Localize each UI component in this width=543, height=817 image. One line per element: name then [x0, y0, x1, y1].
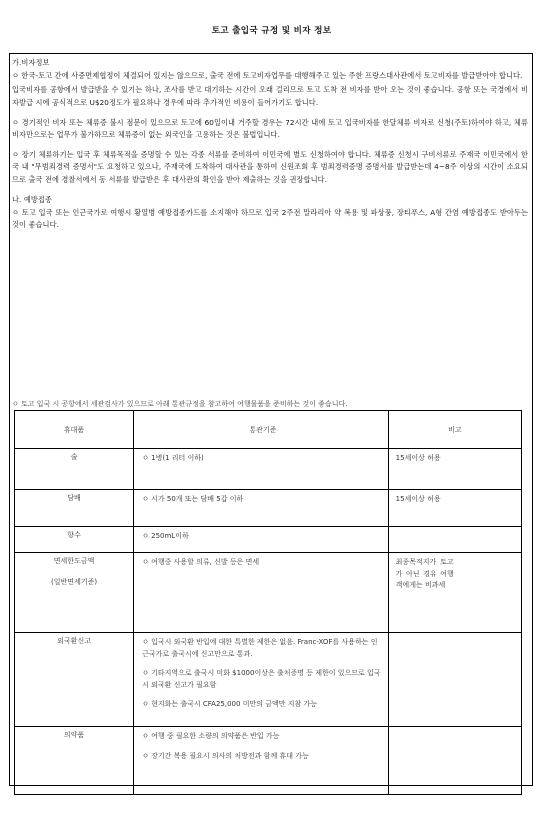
- remark-cell: [388, 553, 521, 633]
- document-frame: [9, 53, 533, 786]
- column-header-remark: 비고: [388, 411, 521, 449]
- item-cell: 술: [15, 449, 134, 490]
- vaccine-paragraph: ㅇ 토고 입국 또는 인근국가로 여행시 황열병 예방접종카드를 소지해야 하므로 입국 2주전 말라리아 약 복용 및 파상풍, 장티푸스, A형 간염 예방접종도 받아두는 것이 좋습니다.: [12, 208, 528, 230]
- table-row: [15, 633, 522, 727]
- visa-paragraph: 입국비자를 공항에서 발급받을 수 있기는 하나, 조사를 받고 대기하는 시간이 오래 걸리므로 토고 도착 전 비자를 받아 오는 것이 좋습니다. 공항 또는 국경에서 비자발급 시에 공식적으로 U$20정도가 필요하나 경우에 따라 추가적인 비용이 들어가기도 합니다.: [12, 85, 528, 107]
- rule-text: ㅇ 250mL이하: [142, 532, 189, 540]
- rule-text: ㅇ 여행 중 필요한 소량의 의약품은 반입 가능: [142, 732, 280, 740]
- rule-text: ㅇ 기타지역으로 출국시 미화 $1000이상은 출처증명 등 제한이 있으므로 입국시 외국환 신고가 필요함: [142, 669, 381, 689]
- remark-text: 15세이상 허용: [395, 454, 441, 462]
- item-cell: 의약품: [15, 727, 134, 795]
- remark-cell: [388, 490, 521, 527]
- item-cell: [15, 553, 134, 633]
- column-header-rules: 통관기준: [134, 411, 389, 449]
- rules-cell: [134, 633, 389, 727]
- remark-text: 최종목적지가 토고가 아닌 경유 여행객에게는 비과세: [395, 558, 454, 589]
- table-header-row: [15, 411, 522, 449]
- visa-paragraph: ㅇ 장기 체류하기는 입국 후 체류목적을 증명할 수 있는 각종 서류를 준비하여 이민국에 별도 신청하여야 합니다. 체류증 신청시 구비서류로 주재국 이민국에서 한국 내 "무범죄경력 증명서"도 요청하고 있으나, 주재국에 도착하여 대사관을 통하여 신원조회 후 범죄경력증명 증명서를 발급받는데 4~8주 이상의 시간이 소요되므로 출국 전에 경찰서에서 동 서류를 발급받은 후 대사관의 확인을 받아 제출하는 것을 권장합니다.: [12, 150, 528, 184]
- table-row: [15, 449, 522, 490]
- rule-text: ㅇ 입국시 외국환 반입에 대한 특별한 제한은 없음. Franc-XOF를 사용하는 인근국가로 출국시에 신고만으로 통과.: [142, 638, 378, 658]
- table-row: [15, 727, 522, 795]
- page-title: 토고 출입국 규정 및 비자 정보: [211, 26, 332, 36]
- rules-cell: [134, 449, 389, 490]
- column-header-item: 휴대품: [15, 411, 134, 449]
- rule-text: ㅇ 현지화는 출국시 CFA25,000 미만의 금액만 지참 가능: [142, 700, 317, 708]
- rule-text: ㅇ 1병(1 리터 이하): [142, 454, 204, 462]
- customs-table: [14, 410, 522, 795]
- rules-cell: [134, 527, 389, 553]
- vaccine-heading: 나. 예방접종: [12, 194, 52, 204]
- visa-paragraph: ㅇ 경기적인 비자 또는 체류증 불시 점문이 있으므로 토고에 60일이내 거주할 경우는 72시간 내에 토고 입국비자를 한달체류 비자로 신청(주토)하여야 하고, 체류비자만으로는 업무가 불가하므로 체류증이 없는 외국인을 고용하는 것은 불법입니다.: [12, 117, 528, 140]
- item-sublabel: (일반면세기준): [51, 578, 98, 586]
- table-row: [15, 527, 522, 553]
- rules-cell: [134, 727, 389, 795]
- item-label: 면세한도금액: [53, 557, 95, 565]
- remark-cell: [388, 727, 521, 795]
- rules-cell: [134, 553, 389, 633]
- remark-text: 15세이상 허용: [395, 495, 441, 503]
- rule-text: ㅇ 장기간 복용 필요시 의사의 처방전과 함께 휴대 가능: [142, 751, 309, 760]
- visa-paragraph: ㅇ 한국-토고 간에 사증면제협정이 체결되어 있지는 않으므로, 출국 전에 토고비자업무를 대행해주고 있는 주한 프랑스대사관에서 토고비자를 발급받아야 합니다.: [12, 71, 523, 81]
- visa-info-section: [12, 57, 528, 239]
- item-cell: 담배: [15, 490, 134, 527]
- remark-cell: [388, 633, 521, 727]
- item-cell: 외국환신고: [15, 633, 134, 727]
- rules-cell: [134, 490, 389, 527]
- rule-text: ㅇ 여행중 사용할 의류, 신발 등은 면세: [142, 558, 260, 566]
- remark-cell: [388, 527, 521, 553]
- visa-heading: 가.비자정보: [12, 58, 50, 67]
- table-row: [15, 490, 522, 527]
- rule-text: ㅇ 시가 50개 또는 담배 5갑 이하: [142, 495, 244, 503]
- table-row: [15, 553, 522, 633]
- customs-note: ㅇ 토고 입국 시 공항에서 세관검사가 있으므로 아래 통관규정을 참고하여 여행물품을 준비하는 것이 좋습니다.: [12, 400, 348, 408]
- item-cell: 향수: [15, 527, 134, 553]
- remark-cell: [388, 449, 521, 490]
